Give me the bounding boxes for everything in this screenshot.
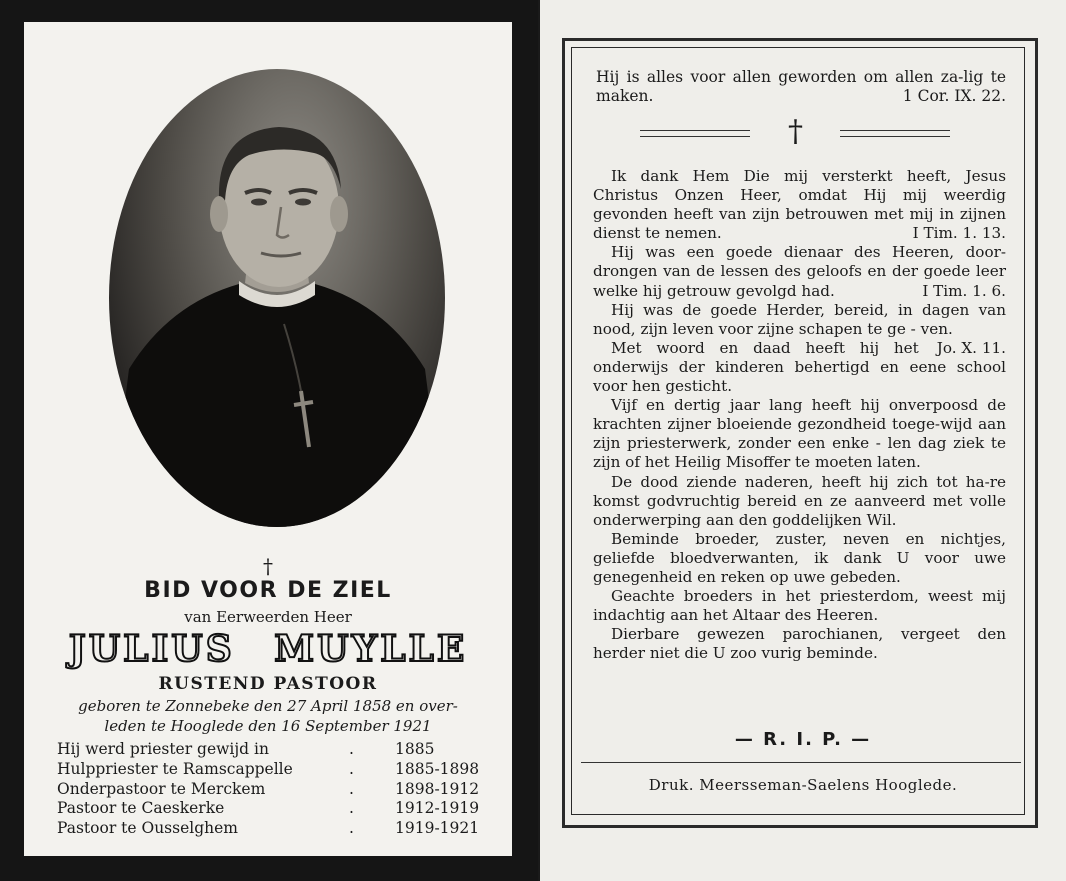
career-role: Pastoor te Caeskerke: [57, 799, 225, 818]
career-years: 1919-1921: [395, 819, 480, 838]
ornament-divider: [600, 114, 1000, 149]
cross-symbol: †: [263, 554, 273, 578]
opening-verse-ref: 1 Cor. IX. 22.: [902, 87, 1006, 105]
paragraph: [593, 530, 1006, 587]
career-row: [57, 760, 487, 780]
birth-death-text: [24, 696, 512, 736]
paragraph-text: Vijf en dertig jaar lang heeft hij onverpoosd de krachten zijner bloeiende gezondheid toege-wijd aan zijn priesterwerk, zonder een enke - len dag ziek te zijn of het Heilig Misoffer te moeten laten.: [593, 396, 1006, 472]
opening-verse-text: Hij is alles voor allen geworden om allen za-lig te maken.: [596, 68, 1006, 105]
career-role: Onderpastoor te Merckem: [57, 779, 266, 798]
career-dot: .: [349, 799, 354, 818]
paragraph: [593, 587, 1006, 625]
career-dot: .: [349, 779, 354, 798]
career-row: [57, 780, 487, 800]
last-name: MUYLLE: [274, 628, 468, 670]
scripture-ref: I Tim. 1. 13.: [912, 224, 1006, 243]
paragraph-text: Hij was de goede Herder, bereid, in dagen van nood, zijn leven voor zijne schapen te ge - ven.: [593, 300, 1006, 338]
footer-rule: [581, 762, 1021, 763]
scripture-ref: I Tim. 1. 6.: [922, 281, 1006, 300]
career-row: [57, 819, 487, 839]
first-name: JULIUS: [68, 628, 235, 670]
scripture-ref: Jo. X. 11.: [936, 338, 1006, 357]
deceased-title: RUSTEND PASTOOR: [158, 674, 378, 694]
paragraph: [593, 625, 1006, 663]
paragraph: [593, 167, 1006, 243]
paragraph-text: Dierbare gewezen parochianen, vergeet den herder niet die U zoo vurig beminde.: [593, 625, 1006, 663]
birth-line: geboren te Zonnebeke den 27 April 1858 en over-: [78, 697, 458, 715]
prayer-heading: BID VOOR DE ZIEL: [144, 578, 392, 603]
career-dot: .: [349, 759, 354, 778]
divider-line-left: [640, 130, 750, 137]
paragraph: [593, 243, 1006, 300]
career-years: 1912-1919: [395, 799, 480, 818]
career-list: [57, 740, 487, 839]
priest-portrait: [109, 69, 445, 527]
paragraph-text: Geachte broeders in het priesterdom, weest mij indachtig aan het Altaar des Heeren.: [593, 587, 1006, 625]
paragraph-text: Ik dank Hem Die mij versterkt heeft, Jesus Christus Onzen Heer, omdat Hij mij weerdig gevonden heeft van zijn betrouwen met mij in zijnen dienst te nemen.: [593, 167, 1006, 243]
career-years: 1885: [395, 740, 435, 758]
career-dot: .: [349, 740, 354, 758]
memorial-text: [593, 167, 1006, 663]
career-role: Hulppriester te Ramscappelle: [57, 759, 293, 778]
paragraph: [593, 473, 1006, 530]
career-role: Hij werd priester gewijd in: [57, 740, 269, 758]
career-years: 1885-1898: [395, 759, 480, 778]
divider-line-right: [840, 130, 950, 137]
opening-verse: [596, 68, 1006, 106]
divider-cross: †: [788, 114, 803, 149]
career-years: 1898-1912: [395, 779, 480, 798]
paragraph-text: De dood ziende naderen, heeft hij zich tot ha-re komst godvruchtig bereid en ze aanveerd met volle onderwerping aan den goddelijken Wil.: [593, 472, 1006, 529]
death-line: leden te Hooglede den 16 September 1921: [104, 717, 432, 735]
paragraph-text: Hij was een goede dienaar des Heeren, door-drongen van de lessen des geloofs en der goede leer welke hij getrouw gevolgd had.: [593, 243, 1006, 300]
career-role: Pastoor te Ousselghem: [57, 819, 238, 838]
rip-line: — R. I. P. —: [734, 729, 872, 750]
paragraph: [593, 300, 1006, 357]
career-dot: .: [349, 819, 354, 838]
card-front-paper: [24, 22, 512, 856]
memorial-card-back: [540, 0, 1066, 881]
printer-credit: Druk. Meersseman-Saelens Hooglede.: [648, 776, 958, 794]
honorific-line: van Eerweerden Heer: [184, 608, 352, 626]
career-row: [57, 799, 487, 819]
deceased-name: [24, 628, 512, 670]
career-row: [57, 740, 487, 760]
paragraph-text: Beminde broeder, zuster, neven en nichtjes, geliefde bloedverwanten, ik dank U voor uwe genegenheid en reken op uwe gebeden.: [593, 529, 1006, 586]
paragraph-text: Met woord en daad heeft hij het onderwijs der kinderen behertigd en eene school voor hen gesticht.: [593, 338, 1006, 396]
paragraph: [593, 396, 1006, 472]
